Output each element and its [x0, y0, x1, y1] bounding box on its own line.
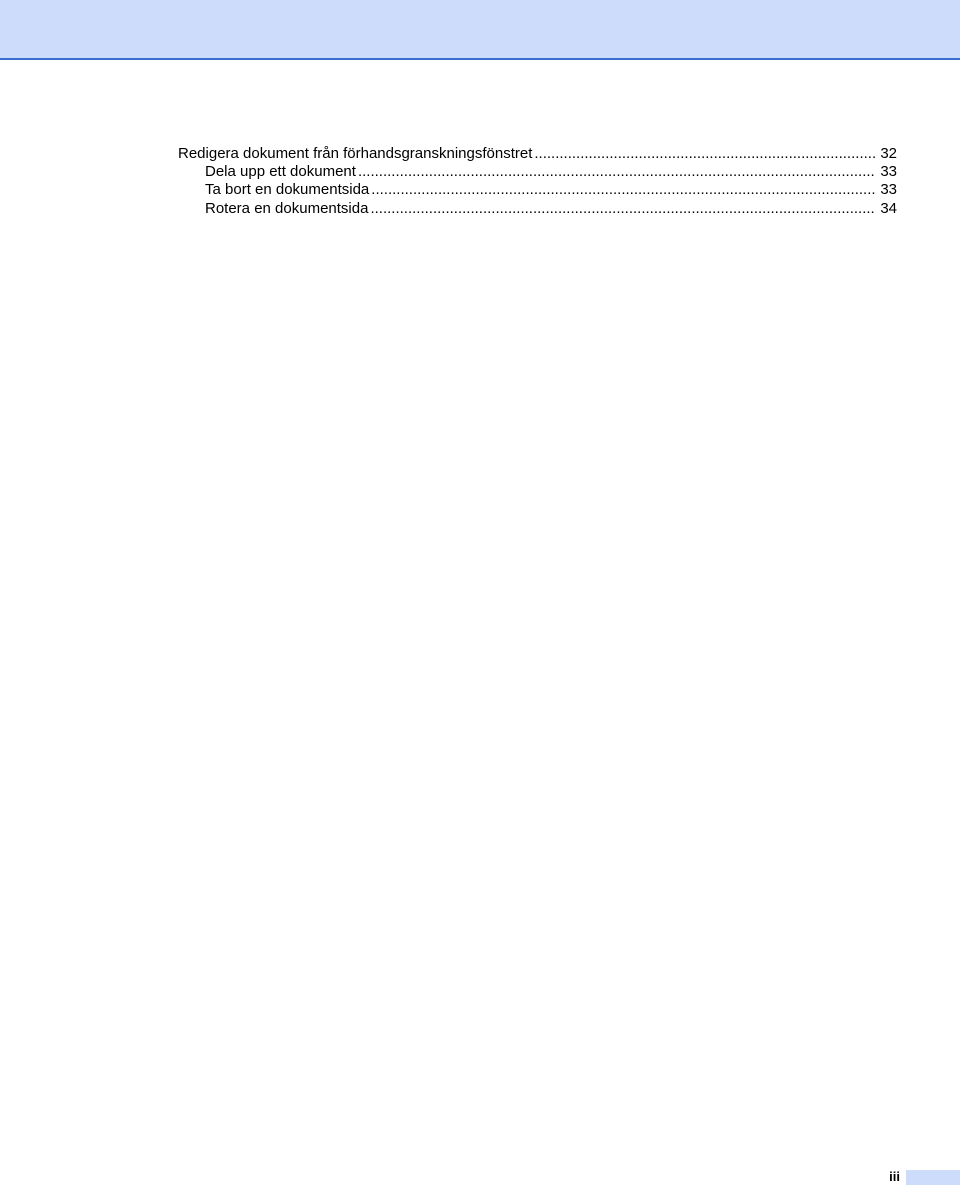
toc-entry-page: 33 — [880, 163, 897, 180]
toc-dot-leader — [534, 144, 876, 163]
footer-page-number: iii — [889, 1169, 900, 1184]
toc-entry[interactable] — [205, 199, 897, 218]
toc-entry[interactable] — [205, 162, 897, 181]
toc-entry-title: Redigera dokument från förhandsgranskningsfönstret — [178, 145, 533, 162]
header-band — [0, 0, 960, 60]
toc-entry[interactable] — [178, 144, 897, 163]
toc-entry-title: Dela upp ett dokument — [205, 163, 356, 180]
toc-entry[interactable] — [205, 180, 897, 199]
toc-entry-title: Ta bort en dokumentsida — [205, 181, 370, 198]
toc-dot-leader — [371, 180, 876, 199]
toc-entry-page: 34 — [880, 200, 897, 217]
toc-entry-page: 33 — [880, 181, 897, 198]
toc-dot-leader — [358, 162, 876, 181]
toc-dot-leader — [370, 199, 876, 218]
toc-entry-page: 32 — [880, 145, 897, 162]
toc-entry-title: Rotera en dokumentsida — [205, 200, 369, 217]
footer-band — [906, 1170, 960, 1185]
